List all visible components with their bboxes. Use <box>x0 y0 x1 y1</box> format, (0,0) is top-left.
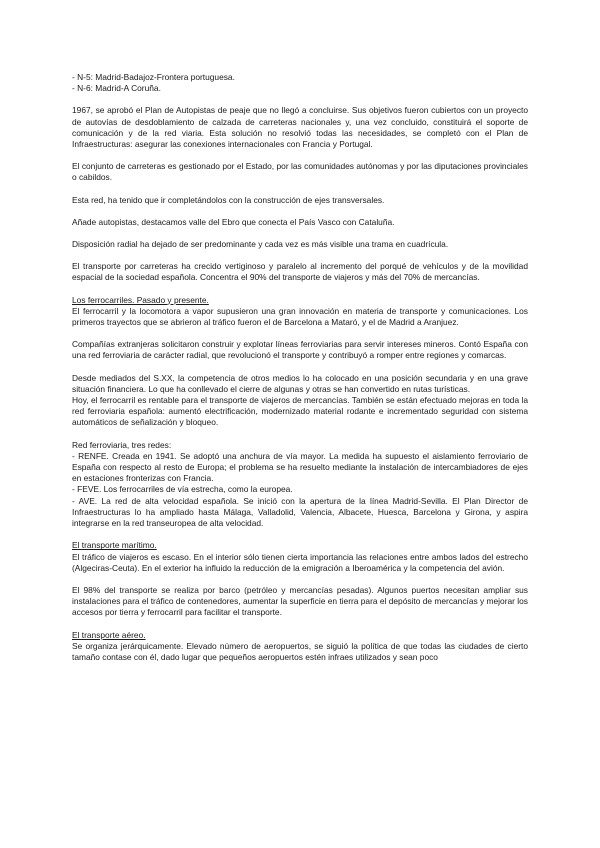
paragraph: Esta red, ha tenido que ir completándolos con la construcción de ejes transversales. <box>72 194 385 205</box>
network-list-item: - AVE. La red de alta velocidad española. Se inició con la apertura de la línea Madrid-Sevilla. El Plan Director de Infraestructuras lo ha ampliado hasta Málaga, Valladolid, Valencia, Albacete, Huesca, Barcelona y Girona, y aspira integrarse en la red transeuropea de alta velocidad. <box>72 495 528 529</box>
paragraph: Compañías extranjeras solicitaron construir y explotar líneas ferroviarias para servir intereses mineros. Contó España con una red ferroviaria de carácter radial, que revolucionó el transporte y contribuyó a romper entre regiones y comarcas. <box>72 339 528 361</box>
section-heading-maritime: El transporte marítimo. <box>72 540 157 551</box>
network-list-item: - RENFE. Creada en 1941. Se adoptó una anchura de vía mayor. La medida ha supuesto el aislamiento ferroviario de España con respecto al resto de Europa; el problema se ha resuelto mediante la instalación de intercambiadores de ejes en estaciones fronterizas con Francia. <box>72 450 528 484</box>
paragraph: El ferrocarril y la locomotora a vapor supusieron una gran innovación en materia de transporte y comunicaciones. Los primeros trayectos que se abrieron al tráfico fueron el de Barcelona a Mataró, y el de Madrid a Aranjuez. <box>72 305 528 328</box>
networks-title: Red ferroviaria, tres redes: <box>72 439 172 450</box>
paragraph: Añade autopistas, destacamos valle del Ebro que conecta el País Vasco con Cataluña. <box>72 216 395 227</box>
paragraph: El conjunto de carreteras es gestionado por el Estado, por las comunidades autónomas y por las diputaciones provinciales o cabildos. <box>72 161 528 183</box>
road-list-item: - N-5: Madrid-Badajoz-Frontera portuguesa. <box>72 72 235 82</box>
paragraph: 1967, se aprobó el Plan de Autopistas de peaje que no llegó a concluirse. Sus objetivos fueron cubiertos con un proyecto de autovías de desdoblamiento de calzada de carreteras nacionales y, una vez concluido, constituirá el soporte de comunicación y de la red viaria. Esta solución no resolvió todas las necesidades, se completó con el Plan de Infraestructuras: asegurar las conexiones internacionales con Francia y Portugal. <box>72 105 528 150</box>
document-page <box>72 72 528 663</box>
paragraph: Disposición radial ha dejado de ser predominante y cada vez es más visible una trama en cuadrícula. <box>72 239 449 250</box>
paragraph: Hoy, el ferrocarril es rentable para el transporte de viajeros de mercancías. También se están efectuado mejoras en toda la red ferroviaria española: aumentó electrificación, modernizado material rodante e incrementado seguridad con sistema automáticos de señalización y bloqueo. <box>72 395 528 428</box>
paragraph: El tráfico de viajeros es escaso. En el interior sólo tienen cierta importancia las relaciones entre ambos lados del estrecho (Algeciras-Ceuta). En el exterior ha influido la reducción de la emigración a Iberoamérica y la competencia del avión. <box>72 551 528 573</box>
road-list-item: - N-6: Madrid-A Coruña. <box>72 83 161 94</box>
section-heading-railways: Los ferrocarriles. Pasado y presente. <box>72 294 209 305</box>
section-heading-air: El transporte aéreo. <box>72 629 146 640</box>
paragraph: El 98% del transporte se realiza por barco (petróleo y mercancías pesadas). Algunos puertos necesitan ampliar sus instalaciones para el tráfico de contenedores, aumentar la superficie en tierra para el depósito de mercancías y mejorar los accesos por tierra y ferrocarril para facilitar el transporte. <box>72 584 528 618</box>
network-list-item: - FEVE. Los ferrocarriles de vía estrecha, como la europea. <box>72 484 293 495</box>
paragraph: El transporte por carreteras ha crecido vertiginoso y paralelo al incremento del porqué de vehículos y de la movilidad espacial de la sociedad española. Concentra el 90% del transporte de viajeros y más del 70% de mercancías. <box>72 261 528 283</box>
paragraph: Desde mediados del S.XX, la competencia de otros medios lo ha colocado en una posición secundaria y en una grave situación financiera. Lo que ha conllevado el cierre de algunas y otras se han convertido en rutas turísticas. <box>72 372 528 394</box>
paragraph: Se organiza jerárquicamente. Elevado número de aeropuertos, se siguió la política de que todas las ciudades de cierto tamaño contase con él, dado lugar que pequeños aeropuertos estén infraes utilizados y sean poco <box>72 640 528 662</box>
